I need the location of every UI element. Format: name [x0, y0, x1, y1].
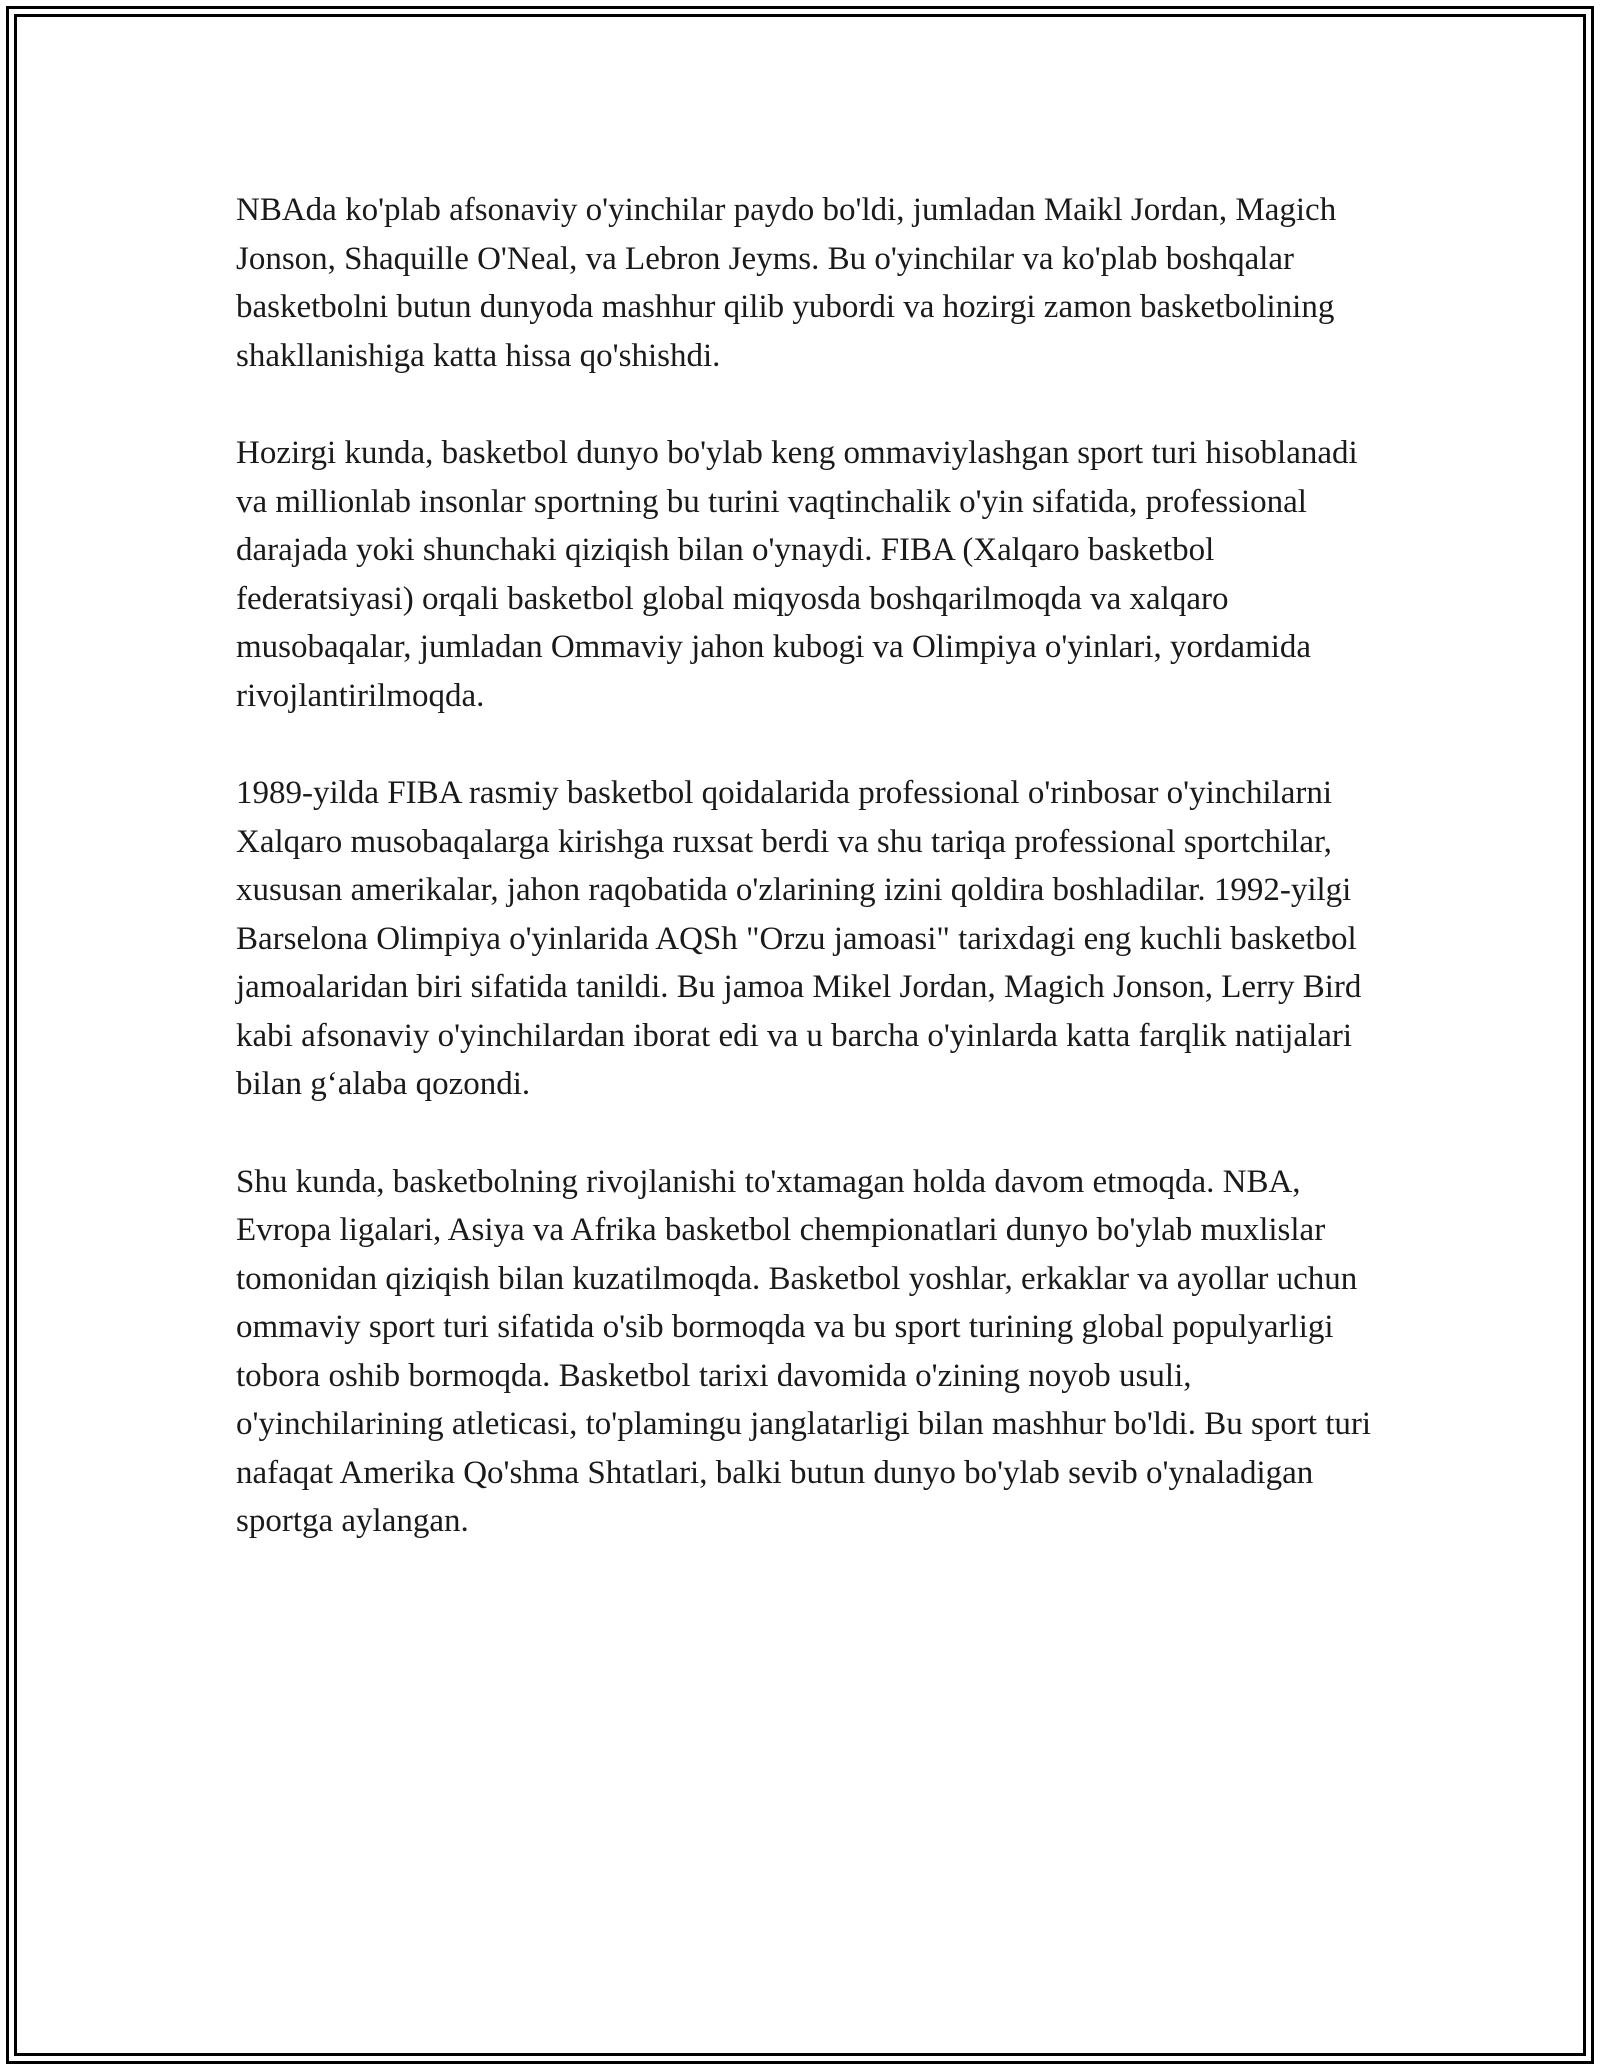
paragraph-basketball-today: Hozirgi kunda, basketbol dunyo bo'ylab keng ommaviylashgan sport turi hisoblanadi va millionlab insonlar sportning bu turini vaqtinchalik o'yin sifatida, professional darajada yoki shunchaki qiziqish bilan o'ynaydi. FIBA (Xalqaro basketbol federatsiyasi) orqali basketbol global miqyosda boshqarilmoqda va xalqaro musobaqalar, jumladan Ommaviy jahon kubogi va Olimpiya o'yinlari, yordamida rivojlantirilmoqda.	[236, 435, 1358, 714]
paragraph-global-development: Shu kunda, basketbolning rivojlanishi to'xtamagan holda davom etmoqda. NBA, Evropa ligalari, Asiya va Afrika basketbol chempionatlari dunyo bo'ylab muxlislar tomonidan qiziqish bilan kuzatilmoqda. Basketbol yoshlar, erkaklar va ayollar uchun ommaviy sport turi sifatida o'sib bormoqda va bu sport turining global populyarligi tobora oshib bormoqda. Basketbol tarixi davomida o'zining noyob usuli, o'yinchilarining atleticasi, to'plamingu janglatarligi bilan mashhur bo'ldi. Bu sport turi nafaqat Amerika Qo'shma Shtatlari, balki butun dunyo bo'ylab sevib o'ynaladigan sportga aylangan.	[236, 1163, 1372, 1539]
paragraph-nba-legends: NBAda ko'plab afsonaviy o'yinchilar paydo bo'ldi, jumladan Maikl Jordan, Magich Jonson, Shaquille O'Neal, va Lebron Jeyms. Bu o'yinchilar va ko'plab boshqalar basketbolni butun dunyoda mashhur qilib yubordi va hozirgi zamon basketbolining shakllanishiga katta hissa qo'shishdi.	[236, 192, 1337, 374]
document-body	[236, 186, 1376, 1595]
paragraph-fiba-dream-team: 1989-yilda FIBA rasmiy basketbol qoidalarida professional o'rinbosar o'yinchilarni Xalqaro musobaqalarga kirishga ruxsat berdi va shu tariqa professional sportchilar, xususan amerikalar, jahon raqobatida o'zlarining izini qoldira boshladilar. 1992-yilgi Barselona Olimpiya o'yinlarida AQSh "Orzu jamoasi" tarixdagi eng kuchli basketbol jamoalaridan biri sifatida tanildi. Bu jamoa Mikel Jordan, Magich Jonson, Lerry Bird kabi afsonaviy o'yinchilardan iborat edi va u barcha o'yinlarda katta farqlik natijalari bilan g‘alaba qozondi.	[236, 775, 1362, 1102]
